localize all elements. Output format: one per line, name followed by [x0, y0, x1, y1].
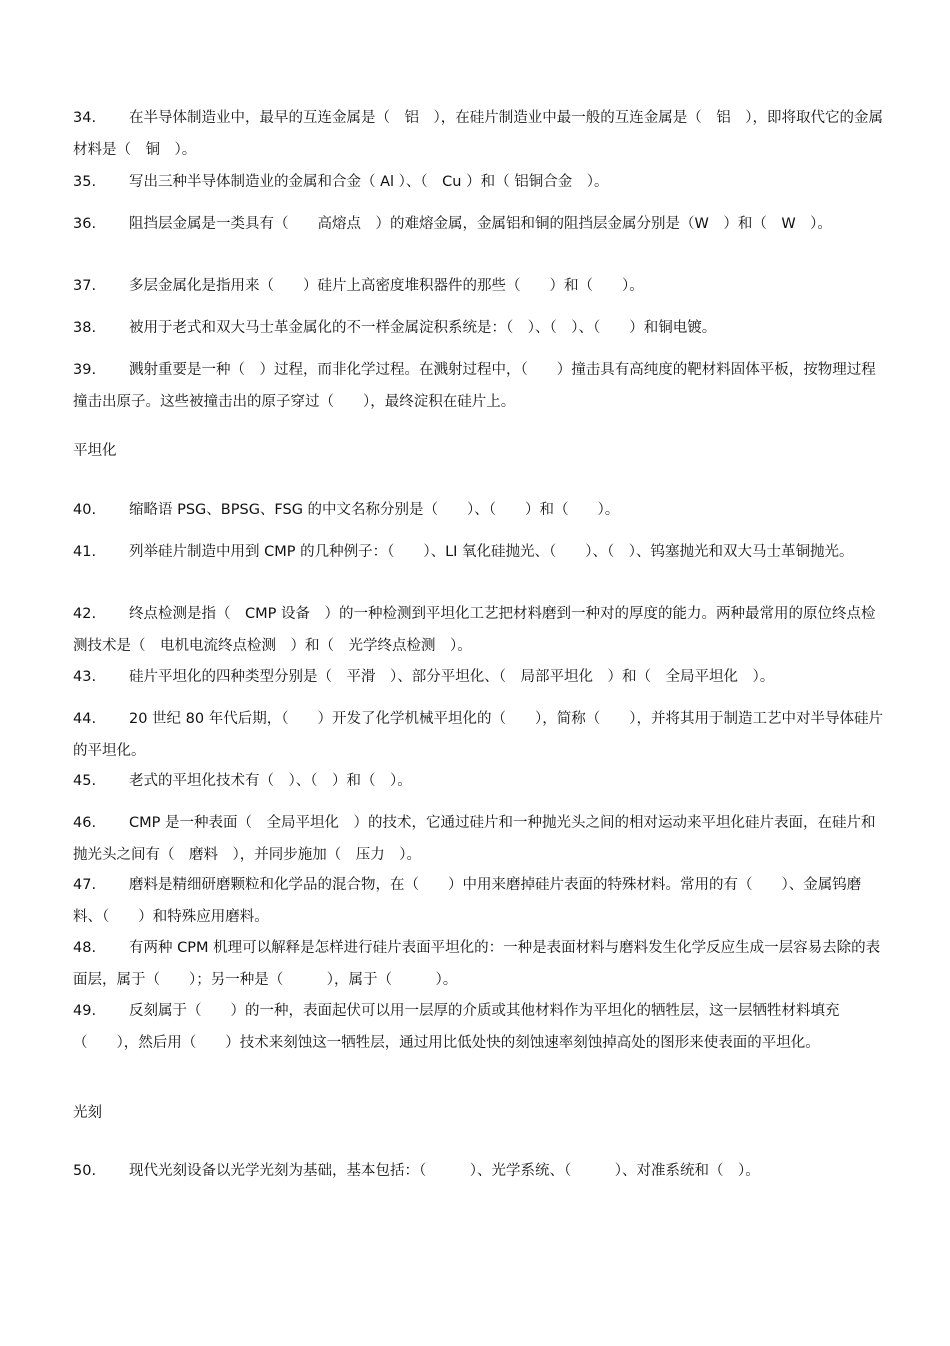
question-number: 48. — [73, 940, 97, 956]
question-47 — [73, 869, 883, 933]
question-text: 磨料是精细研磨颗粒和化学品的混合物，在（ ）中用来磨掉硅片表面的特殊材料。常用的有（ ）、金属钨磨料、（ ）和特殊应用磨料。 — [73, 877, 862, 925]
question-44 — [73, 703, 883, 767]
question-text: 写出三种半导体制造业的金属和合金（ Al ）、（ Cu ）和（ 铝铜合金 ）。 — [129, 174, 609, 190]
question-text: 有两种 CPM 机理可以解释是怎样进行硅片表面平坦化的：一种是表面材料与磨料发生化学反应生成一层容易去除的表面层，属于（ ）；另一种是（ ），属于（ ）。 — [73, 940, 881, 988]
question-number: 47. — [73, 877, 97, 893]
question-number: 35. — [73, 174, 97, 190]
question-text: 阻挡层金属是一类具有（ 高熔点 ）的难熔金属，金属铝和铜的阻挡层金属分别是（W ）和（ W ）。 — [129, 216, 832, 232]
question-50 — [73, 1155, 883, 1187]
question-39 — [73, 354, 883, 418]
question-number: 40. — [73, 502, 97, 518]
question-46 — [73, 807, 883, 871]
question-37 — [73, 270, 883, 302]
question-48 — [73, 932, 883, 996]
question-number: 41. — [73, 544, 97, 560]
question-34 — [73, 102, 883, 166]
question-42 — [73, 598, 883, 662]
question-number: 45. — [73, 773, 97, 789]
question-49 — [73, 995, 883, 1059]
question-35 — [73, 166, 883, 198]
question-number: 39. — [73, 362, 97, 378]
section-heading-planarization: 平坦化 — [73, 443, 117, 459]
question-number: 38. — [73, 320, 97, 336]
question-text: 溅射重要是一种（ ）过程，而非化学过程。在溅射过程中，（ ）撞击具有高纯度的靶材料固体平板，按物理过程撞击出原子。这些被撞击出的原子穿过（ ），最终淀积在硅片上。 — [73, 362, 876, 410]
question-number: 43. — [73, 669, 97, 685]
section-heading-lithography: 光刻 — [73, 1105, 102, 1121]
question-number: 44. — [73, 711, 97, 727]
question-number: 37. — [73, 278, 97, 294]
question-text: 终点检测是指（ CMP 设备 ）的一种检测到平坦化工艺把材料磨到一种对的厚度的能力。两种最常用的原位终点检测技术是（ 电机电流终点检测 ）和（ 光学终点检测 ）。 — [73, 606, 876, 654]
question-text: 在半导体制造业中，最早的互连金属是（ 铝 ），在硅片制造业中最一般的互连金属是（ 铝 ），即将取代它的金属材料是（ 铜 ）。 — [73, 110, 883, 158]
question-text: 20 世纪 80 年代后期，（ ）开发了化学机械平坦化的（ ），简称（ ），并将其用于制造工艺中对半导体硅片的平坦化。 — [73, 711, 883, 759]
question-43 — [73, 661, 883, 693]
question-number: 49. — [73, 1003, 97, 1019]
question-number: 42. — [73, 606, 97, 622]
question-41 — [73, 536, 883, 568]
question-number: 36. — [73, 216, 97, 232]
question-text: 被用于老式和双大马士革金属化的不一样金属淀积系统是：（ ）、（ ）、（ ）和铜电镀。 — [129, 320, 717, 336]
question-text: CMP 是一种表面（ 全局平坦化 ）的技术，它通过硅片和一种抛光头之间的相对运动来平坦化硅片表面，在硅片和抛光头之间有（ 磨料 ），并同步施加（ 压力 ）。 — [73, 815, 876, 863]
question-40 — [73, 494, 883, 526]
question-number: 34. — [73, 110, 97, 126]
question-45 — [73, 765, 883, 797]
question-36 — [73, 208, 883, 240]
question-text: 老式的平坦化技术有（ ）、（ ）和（ ）。 — [129, 773, 412, 789]
question-38 — [73, 312, 883, 344]
question-number: 50. — [73, 1163, 97, 1179]
question-text: 现代光刻设备以光学光刻为基础，基本包括：（ ）、光学系统、（ ）、对准系统和（ ）。 — [129, 1163, 760, 1179]
question-text: 多层金属化是指用来（ ）硅片上高密度堆积器件的那些（ ）和（ ）。 — [129, 278, 644, 294]
question-number: 46. — [73, 815, 97, 831]
question-text: 反刻属于（ ）的一种，表面起伏可以用一层厚的介质或其他材料作为平坦化的牺牲层，这一层牺牲材料填充（ ），然后用（ ）技术来刻蚀这一牺牲层，通过用比低处快的刻蚀速率刻蚀掉高处的图形来使表面的平坦化。 — [73, 1003, 840, 1051]
question-text: 硅片平坦化的四种类型分别是（ 平滑 ）、部分平坦化、（ 局部平坦化 ）和（ 全局平坦化 ）。 — [129, 669, 775, 685]
question-text: 列举硅片制造中用到 CMP 的几种例子：（ ）、LI 氧化硅抛光、（ ）、（ ）、钨塞抛光和双大马士革铜抛光。 — [129, 544, 854, 560]
question-text: 缩略语 PSG、BPSG、FSG 的中文名称分别是（ ）、（ ）和（ ）。 — [129, 502, 620, 518]
